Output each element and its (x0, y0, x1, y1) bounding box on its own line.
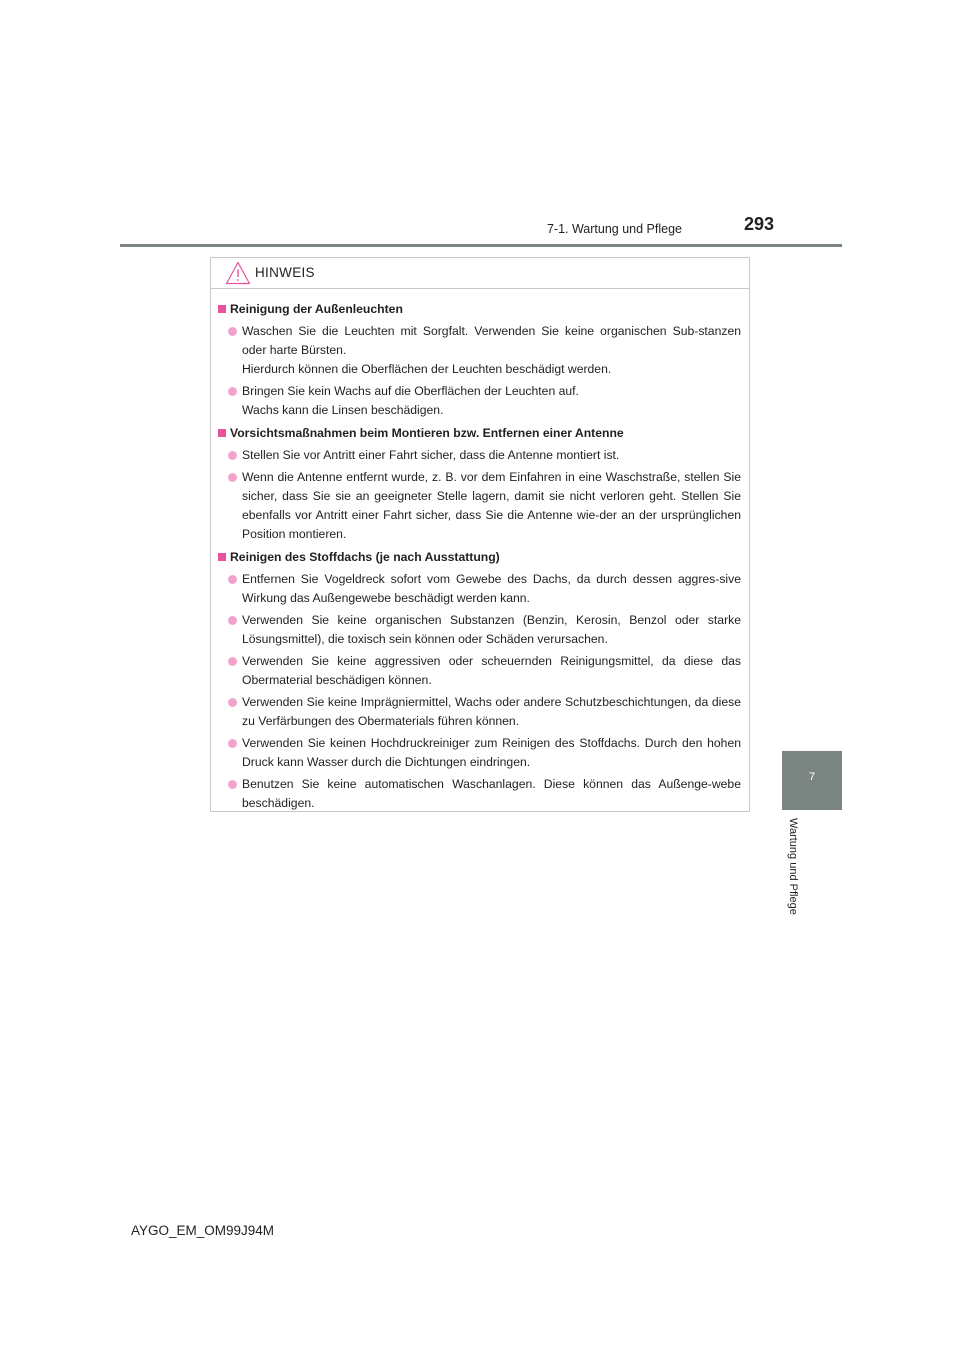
notice-header (211, 258, 749, 289)
circle-bullet-icon (228, 473, 237, 482)
bullet-text: Verwenden Sie keine organischen Substanzen (Benzin, Kerosin, Benzol oder starke Lösungsmittel), die toxisch sein können oder Schäden verursachen. (242, 613, 741, 646)
chapter-tab (782, 751, 842, 810)
bullet-item (218, 468, 741, 544)
notice-body (211, 289, 749, 813)
circle-bullet-icon (228, 739, 237, 748)
bullet-text: Entfernen Sie Vogeldreck sofort vom Gewebe des Dachs, da durch dessen aggres-sive Wirkung das Außengewebe beschädigt werden kann. (242, 572, 741, 605)
bullet-text: Verwenden Sie keine Imprägniermittel, Wachs oder andere Schutzbeschichtungen, da diese zu Verfärbungen des Obermaterials führen können. (242, 695, 741, 728)
header-rule (120, 244, 842, 247)
section-heading-text: Reinigung der Außenleuchten (230, 302, 403, 316)
document-code: AYGO_EM_OM99J94M (131, 1223, 275, 1238)
bullet-text: Wenn die Antenne entfernt wurde, z. B. vor dem Einfahren in eine Waschstraße, stellen Sie sicher, dass Sie sie an geeigneter Stelle lagern, damit sie nicht verloren geht. Stellen Sie ebenfalls vor Antritt einer Fahrt sicher, dass Sie die Antenne wie-der an der ursprünglichen Position montieren. (242, 470, 741, 541)
bullet-text: Verwenden Sie keine aggressiven oder scheuernden Reinigungsmittel, da diese das Obermaterial beschädigen können. (242, 654, 741, 687)
bullet-item (218, 570, 741, 608)
bullet-item (218, 652, 741, 690)
circle-bullet-icon (228, 575, 237, 584)
bullet-text: Waschen Sie die Leuchten mit Sorgfalt. Verwenden Sie keine organischen Sub-stanzen oder harte Bürsten. (242, 324, 741, 357)
circle-bullet-icon (228, 451, 237, 460)
bullet-text: Hierdurch können die Oberflächen der Leuchten beschädigt werden. (242, 362, 612, 376)
bullet-item (218, 382, 741, 420)
section-heading-text: Reinigen des Stoffdachs (je nach Ausstattung) (230, 550, 500, 564)
notice-section (218, 424, 741, 544)
bullet-text: Stellen Sie vor Antritt einer Fahrt sicher, dass die Antenne montiert ist. (242, 448, 620, 462)
bullet-item (218, 446, 741, 465)
circle-bullet-icon (228, 616, 237, 625)
warning-triangle-icon (225, 261, 251, 285)
circle-bullet-icon (228, 327, 237, 336)
section-heading (218, 300, 741, 319)
notice-box (210, 257, 750, 812)
notice-section (218, 300, 741, 420)
bullet-text: Verwenden Sie keinen Hochdruckreiniger zum Reinigen des Stoffdachs. Durch den hohen Druck kann Wasser durch die Dichtungen eindringen. (242, 736, 741, 769)
bullet-text: Bringen Sie kein Wachs auf die Oberflächen der Leuchten auf. (242, 384, 579, 398)
bullet-item (218, 322, 741, 379)
circle-bullet-icon (228, 657, 237, 666)
section-heading (218, 548, 741, 567)
section-title: 7-1. Wartung und Pflege (546, 222, 682, 236)
bullet-item (218, 775, 741, 813)
circle-bullet-icon (228, 780, 237, 789)
bullet-text: Benutzen Sie keine automatischen Waschanlagen. Diese können das Außenge-webe beschädigen. (242, 777, 741, 810)
bullet-item (218, 611, 741, 649)
page-number: 293 (743, 214, 774, 234)
circle-bullet-icon (228, 387, 237, 396)
square-bullet-icon (218, 305, 226, 313)
bullet-item (218, 693, 741, 731)
bullet-text: Wachs kann die Linsen beschädigen. (242, 403, 444, 417)
square-bullet-icon (218, 553, 226, 561)
section-heading (218, 424, 741, 443)
circle-bullet-icon (228, 698, 237, 707)
section-heading-text: Vorsichtsmaßnahmen beim Montieren bzw. Entfernen einer Antenne (230, 426, 624, 440)
chapter-label: Wartung und Pflege (787, 818, 799, 915)
bullet-item (218, 734, 741, 772)
notice-title: HINWEIS (255, 265, 315, 280)
notice-section (218, 548, 741, 813)
chapter-number: 7 (808, 771, 816, 783)
square-bullet-icon (218, 429, 226, 437)
